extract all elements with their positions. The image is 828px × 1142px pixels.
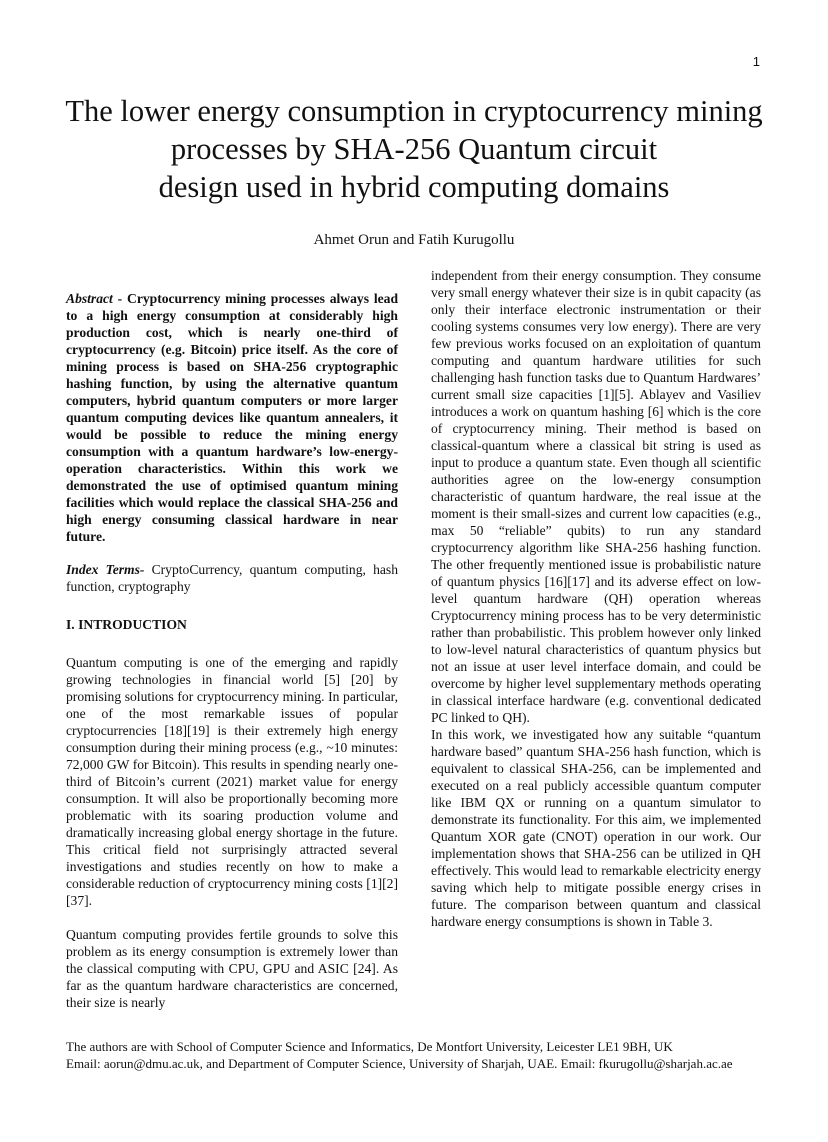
- intro-paragraph-2: Quantum computing provides fertile grounds to solve this problem as its energy consumption is extremely lower than the classical computing with CPU, GPU and ASIC [24]. As far as the quantum hardware characteristics are concerned, their size is nearly: [66, 927, 398, 1010]
- footnote-line-2: Email: aorun@dmu.ac.uk, and Department of Computer Science, University of Sharjah, UAE. Email: fkurugollu@sharjah.ac.ae: [66, 1056, 733, 1071]
- abstract: [66, 290, 398, 545]
- abstract-text: - Cryptocurrency mining processes always lead to a high energy consumption at considerably high production cost, which is nearly one-third of cryptocurrency (e.g. Bitcoin) price itself. As the core of mining process is based on SHA-256 cryptographic hashing function, by using the alternative quantum computers, hybrid quantum computers or more larger quantum computing devices like quantum annealers, it would be possible to reduce the mining energy consumption with a quantum hardware’s low-energy-operation characteristics. Within this work we demonstrated the use of optimised quantum mining facilities which would replace the classical SHA-256 and high energy consuming classical hardware in near future.: [66, 291, 398, 544]
- paper-title: [40, 92, 788, 206]
- index-terms: [66, 561, 398, 595]
- right-paragraph-1: independent from their energy consumption. They consume very small energy whatever their size is in qubit capacity (as only their interface electronic instrumentation or their cooling systems consumes very low energy). There are very few previous works focused on an exploitation of quantum computing and quantum hardware utilities for such challenging hash function tasks due to Quantum Hardwares’ current small size capacities [1][5]. Ablayev and Vasiliev introduces a work on quantum hashing [6] which is the core of cryptocurrency mining. Their method is based on classical-quantum where a classical bit string is used as input to produce a quantum state. Even though all scientific authorities agree on the low-energy consumption characteristic of quantum hardware, the real issue at the moment is their small-sizes and current low capacities (e.g., max 50 “reliable” qubits) to run any standard cryptocurrency algorithm like SHA-256 hashing function. The other frequently mentioned issue is probabilistic nature of quantum physics [16][17] and its adverse effect on low-level quantum hardware (QH) operation whereas Cryptocurrency mining process has to be very deterministic rather than probabilistic. This problem however only linked to low-level natural characteristics of quantum physics but not an issue at user level interface domain, and could be overcome by higher level supplementary methods operating in classical interface hardware (e.g. conventional dedicated PC linked to QH).: [431, 268, 761, 725]
- author-affiliation-footnote: [66, 1038, 766, 1072]
- author-list: Ahmet Orun and Fatih Kurugollu: [313, 232, 515, 248]
- left-column: [66, 290, 398, 1028]
- index-terms-label: Index Terms-: [66, 562, 145, 577]
- right-paragraph-2: In this work, we investigated how any suitable “quantum hardware based” quantum SHA-256 hash function, which is equivalent to classical SHA-256, can be implemented and executed on a real publicly accessible quantum computer like IBM QX or running on a quantum simulator to demonstrate its functionality. For this aim, we implemented Quantum XOR gate (CNOT) operation in our work. Our implementation shows that SHA-256 can be utilized in QH effectively. This would lead to remarkable electricity energy saving which help to mitigate possible energy crises in future. The comparison between quantum and classical hardware energy consumptions is shown in Table 3.: [431, 727, 761, 929]
- title-line-2: processes by SHA-256 Quantum circuit: [170, 132, 658, 166]
- index-terms-text: CryptoCurrency, quantum computing, hash function, cryptography: [66, 562, 398, 594]
- section-heading: I. INTRODUCTION: [66, 617, 187, 632]
- page-number: 1: [752, 54, 760, 69]
- right-column: [431, 267, 761, 930]
- intro-paragraph-1: Quantum computing is one of the emerging and rapidly growing technologies in financial world [5] [20] by promising solutions for cryptocurrency mining. In particular, one of the most remarkable issues of popular cryptocurrencies [18][19] is their extremely high energy consumption during their mining process (e.g., ~10 minutes: 72,000 GW for Bitcoin). This results in spending nearly one-third of Bitcoin’s current (2021) market value for energy consumption. It will also be proportionally becoming more problematic with its soaring production volume and dramatically increasing global energy shortage in the future. This critical field not surprisingly attracted several investigations and studies recently on how to make a considerable reduction of cryptocurrency mining costs [1][2][37].: [66, 655, 398, 908]
- title-line-3: design used in hybrid computing domains: [158, 170, 670, 204]
- title-line-1: The lower energy consumption in cryptocurrency mining: [65, 94, 763, 128]
- footnote-line-1: The authors are with School of Computer Science and Informatics, De Montfort University, Leicester LE1 9BH, UK: [66, 1039, 673, 1054]
- abstract-label: Abstract: [66, 291, 113, 306]
